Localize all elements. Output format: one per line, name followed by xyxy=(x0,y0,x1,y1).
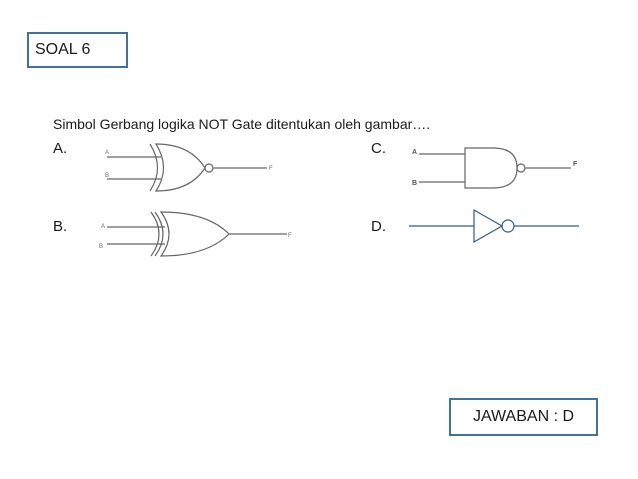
question-text: Simbol Gerbang logika NOT Gate ditentukan oleh gambar…. xyxy=(53,116,431,132)
gate-c-output: F xyxy=(573,161,578,168)
gate-a-input-a: A xyxy=(105,150,110,156)
answer-box xyxy=(449,398,598,436)
gate-c-input-b: B xyxy=(412,180,418,187)
xnor-gate-icon xyxy=(95,138,285,194)
nand-gate-icon xyxy=(405,138,590,190)
option-c-label: C. xyxy=(371,140,386,157)
soal-label: SOAL 6 xyxy=(35,41,91,58)
option-a-label: A. xyxy=(53,140,68,157)
xor-gate-icon xyxy=(95,208,305,260)
answer-text: JAWABAN : D xyxy=(472,408,575,425)
gate-a-output: F xyxy=(269,166,273,172)
gate-b-input-b: B xyxy=(99,244,104,250)
gate-a-input-b: B xyxy=(105,173,110,179)
soal-label-box xyxy=(27,32,128,68)
gate-c-input-a: A xyxy=(412,149,418,156)
not-gate-icon xyxy=(405,204,585,248)
option-d-label: D. xyxy=(371,218,386,235)
gate-b-output: F xyxy=(288,233,292,239)
option-b-label: B. xyxy=(53,218,68,235)
gate-b-input-a: A xyxy=(101,224,106,230)
